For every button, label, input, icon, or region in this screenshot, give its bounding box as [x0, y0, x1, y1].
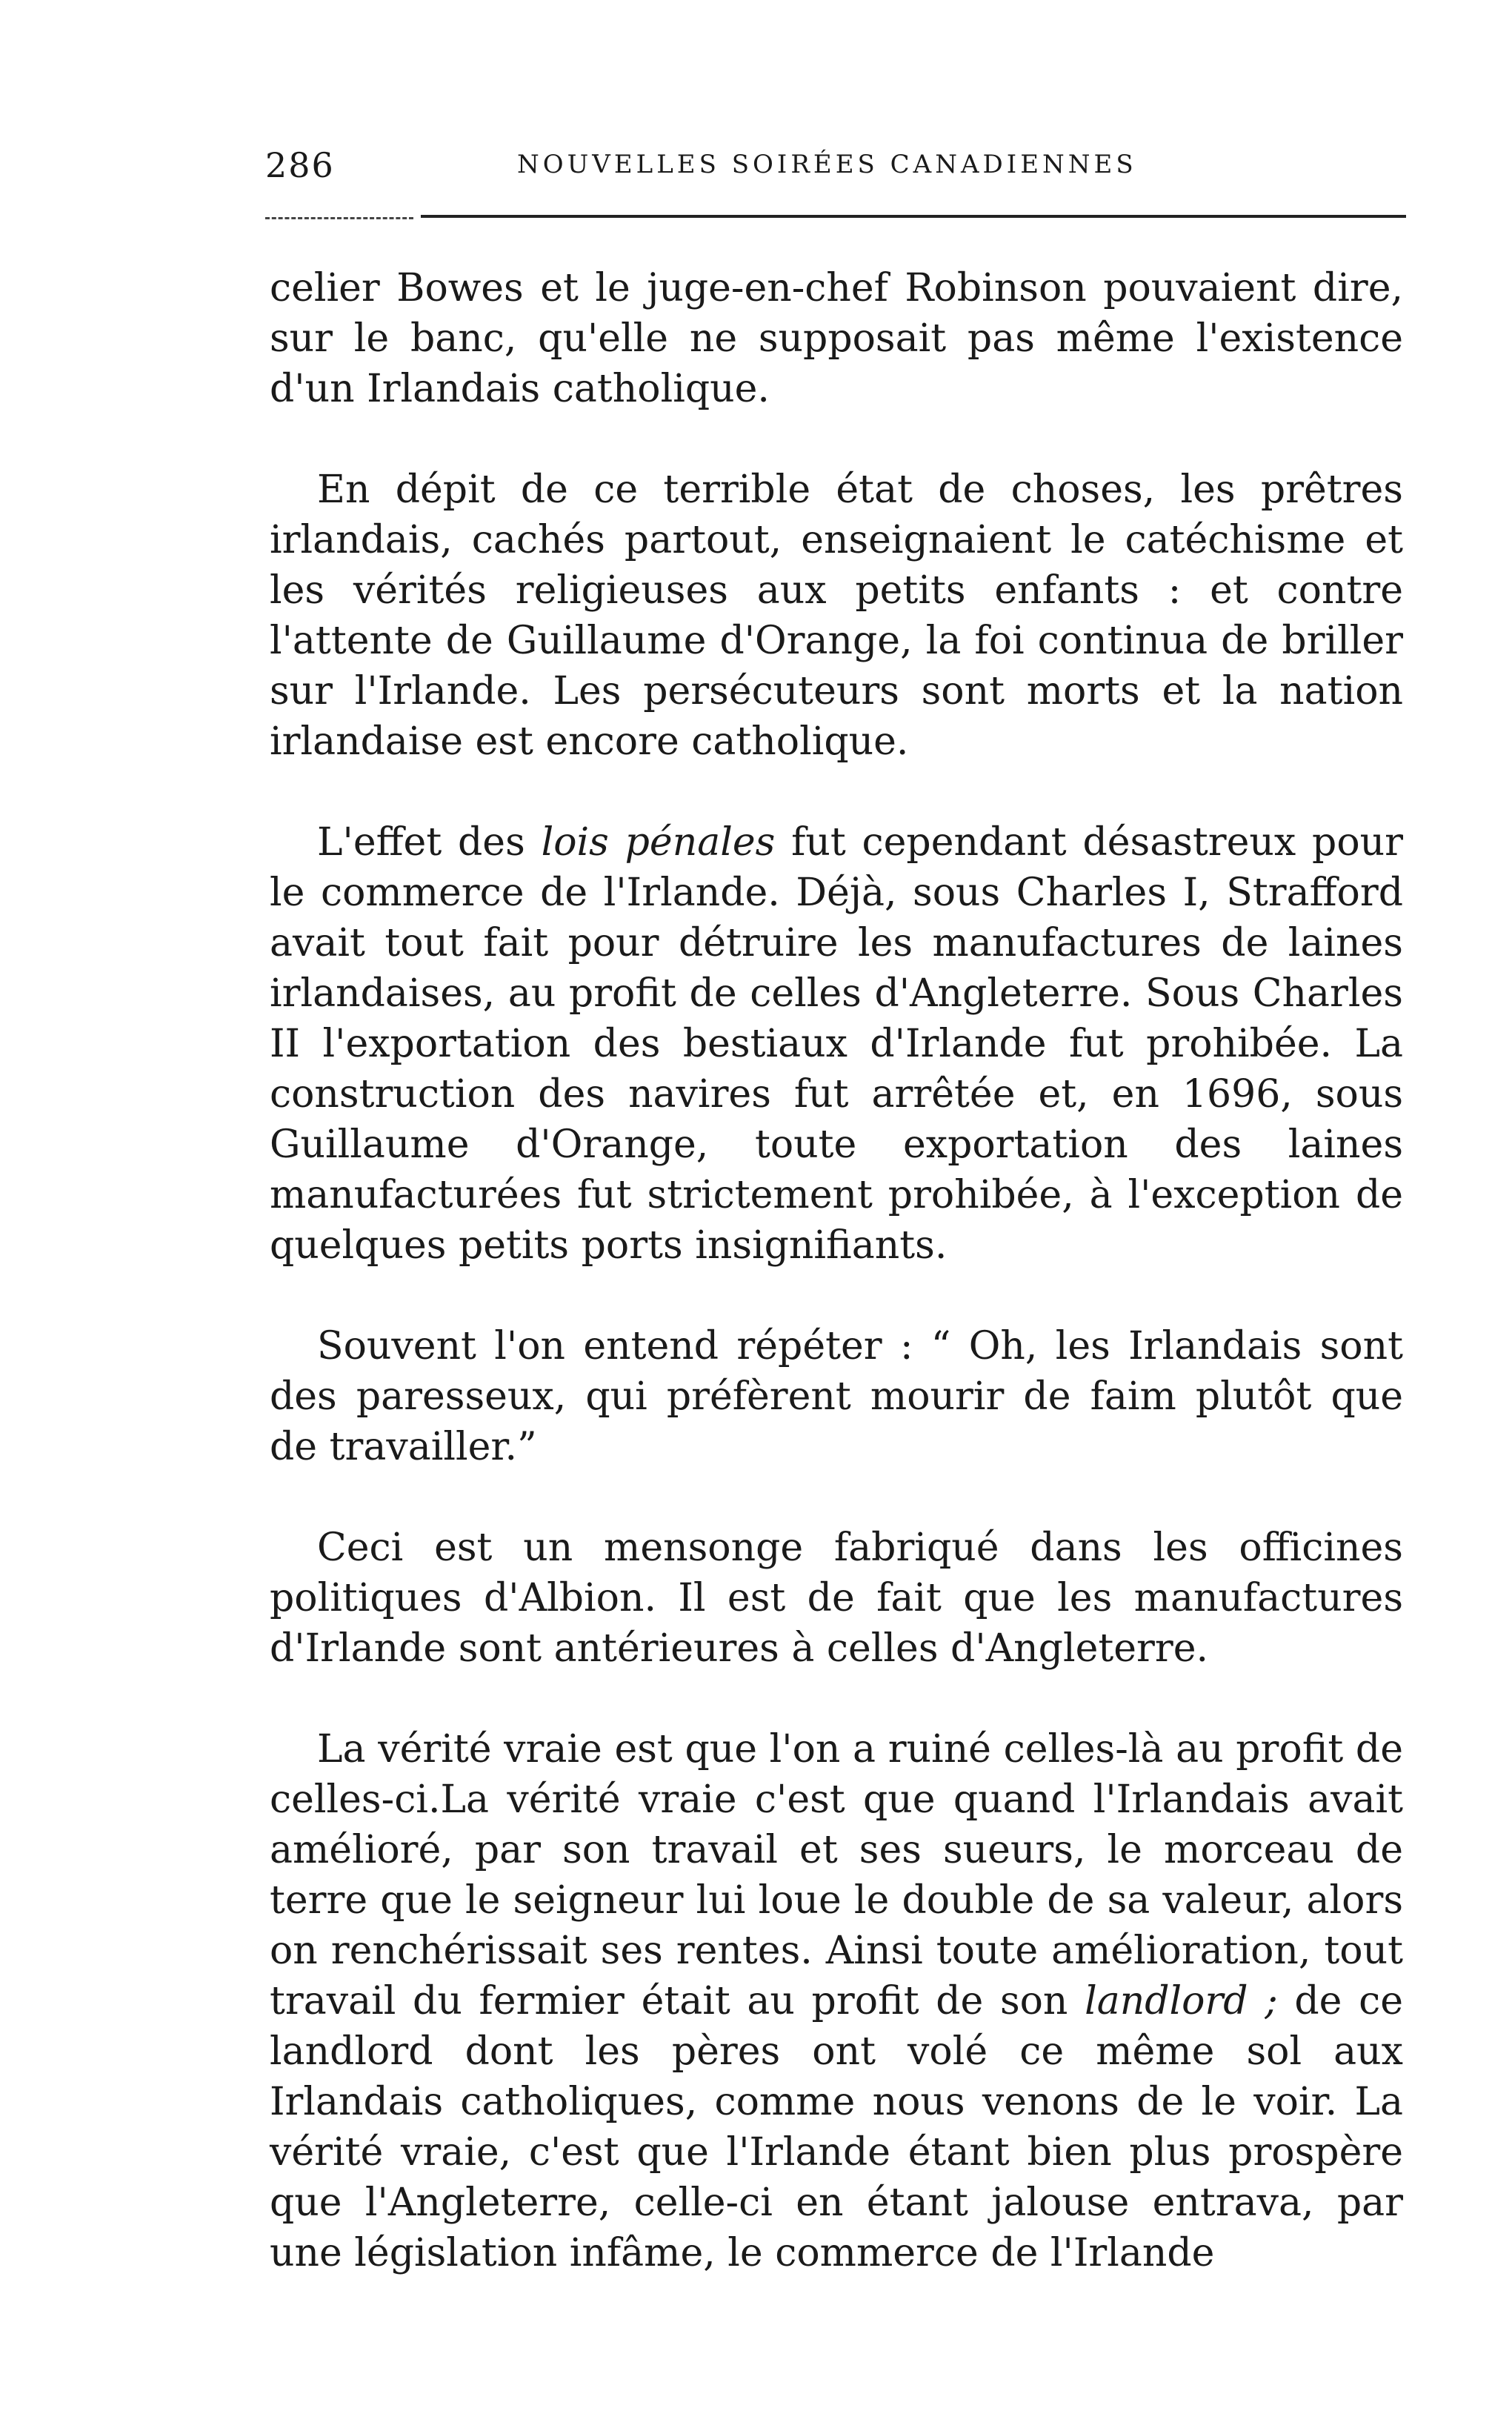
- paragraph-5-italic: landlord ;: [1085, 1979, 1278, 2023]
- body-text: [270, 263, 1403, 2278]
- header-rule-line: [421, 215, 1406, 218]
- header-rule-dashes: [265, 217, 413, 219]
- running-title: NOUVELLES SOIRÉES CANADIENNES: [517, 150, 1137, 179]
- paragraph-5-text-b: de ce landlord dont les pères ont volé ce même sol aux Irlandais catholiques, comme nous venons de le voir. La vérité vraie, c'est que l'Irlande étant bien plus prospère que l'Angleterre, celle-ci en étant jalouse entrava, par une législation infâme, le commerce de l'Irlande: [270, 1979, 1404, 2275]
- paragraph-continued: celier Bowes et le juge-en-chef Robinson pouvaient dire, sur le banc, qu'elle ne supposait pas même l'existence d'un Irlandais catholique.: [270, 266, 1403, 411]
- paragraph-5: [270, 1724, 1403, 2278]
- page-number: 286: [265, 145, 335, 185]
- paragraph-1: En dépit de ce terrible état de choses, les prêtres irlandais, cachés partout, enseignaient le catéchisme et les vérités religieuses aux petits enfants : et contre l'attente de Guillaume d'Orange, la foi continua de briller sur l'Irlande. Les persécuteurs sont morts et la nation irlandaise est encore catholique.: [270, 468, 1403, 764]
- paragraph-2-text-a: L'effet des: [317, 820, 542, 865]
- page-header: [265, 145, 1406, 190]
- paragraph-4: Ceci est un mensonge fabriqué dans les officines politiques d'Albion. Il est de fait que les manufactures d'Irlande sont antérieures à celles d'Angleterre.: [270, 1526, 1403, 1671]
- paragraph-2-italic: lois pénales: [541, 820, 776, 865]
- paragraph-2: [270, 817, 1403, 1271]
- paragraph-5-text-a: La vérité vraie est que l'on a ruiné celles-là au profit de celles-ci.La vérité vraie c'est que quand l'Irlandais avait amélioré, par son travail et ses sueurs, le morceau de terre que le seigneur lui loue le double de sa valeur, alors on renchérissait ses rentes. Ainsi toute amélioration, tout travail du fermier était au profit de son: [270, 1727, 1403, 2023]
- paragraph-3: Souvent l'on entend répéter : “ Oh, les Irlandais sont des paresseux, qui préfèrent mourir de faim plutôt que de travailler.”: [270, 1324, 1403, 1469]
- paragraph-2-text-b: fut cependant désastreux pour le commerce de l'Irlande. Déjà, sous Charles I, Strafford avait tout fait pour détruire les manufactures de laines irlandaises, au profit de celles d'Angleterre. Sous Charles II l'exportation des bestiaux d'Irlande fut prohibée. La construction des navires fut arrêtée et, en 1696, sous Guillaume d'Orange, toute exportation des laines manufacturées fut strictement prohibée, à l'exception de quelques petits ports insignifiants.: [270, 820, 1403, 1268]
